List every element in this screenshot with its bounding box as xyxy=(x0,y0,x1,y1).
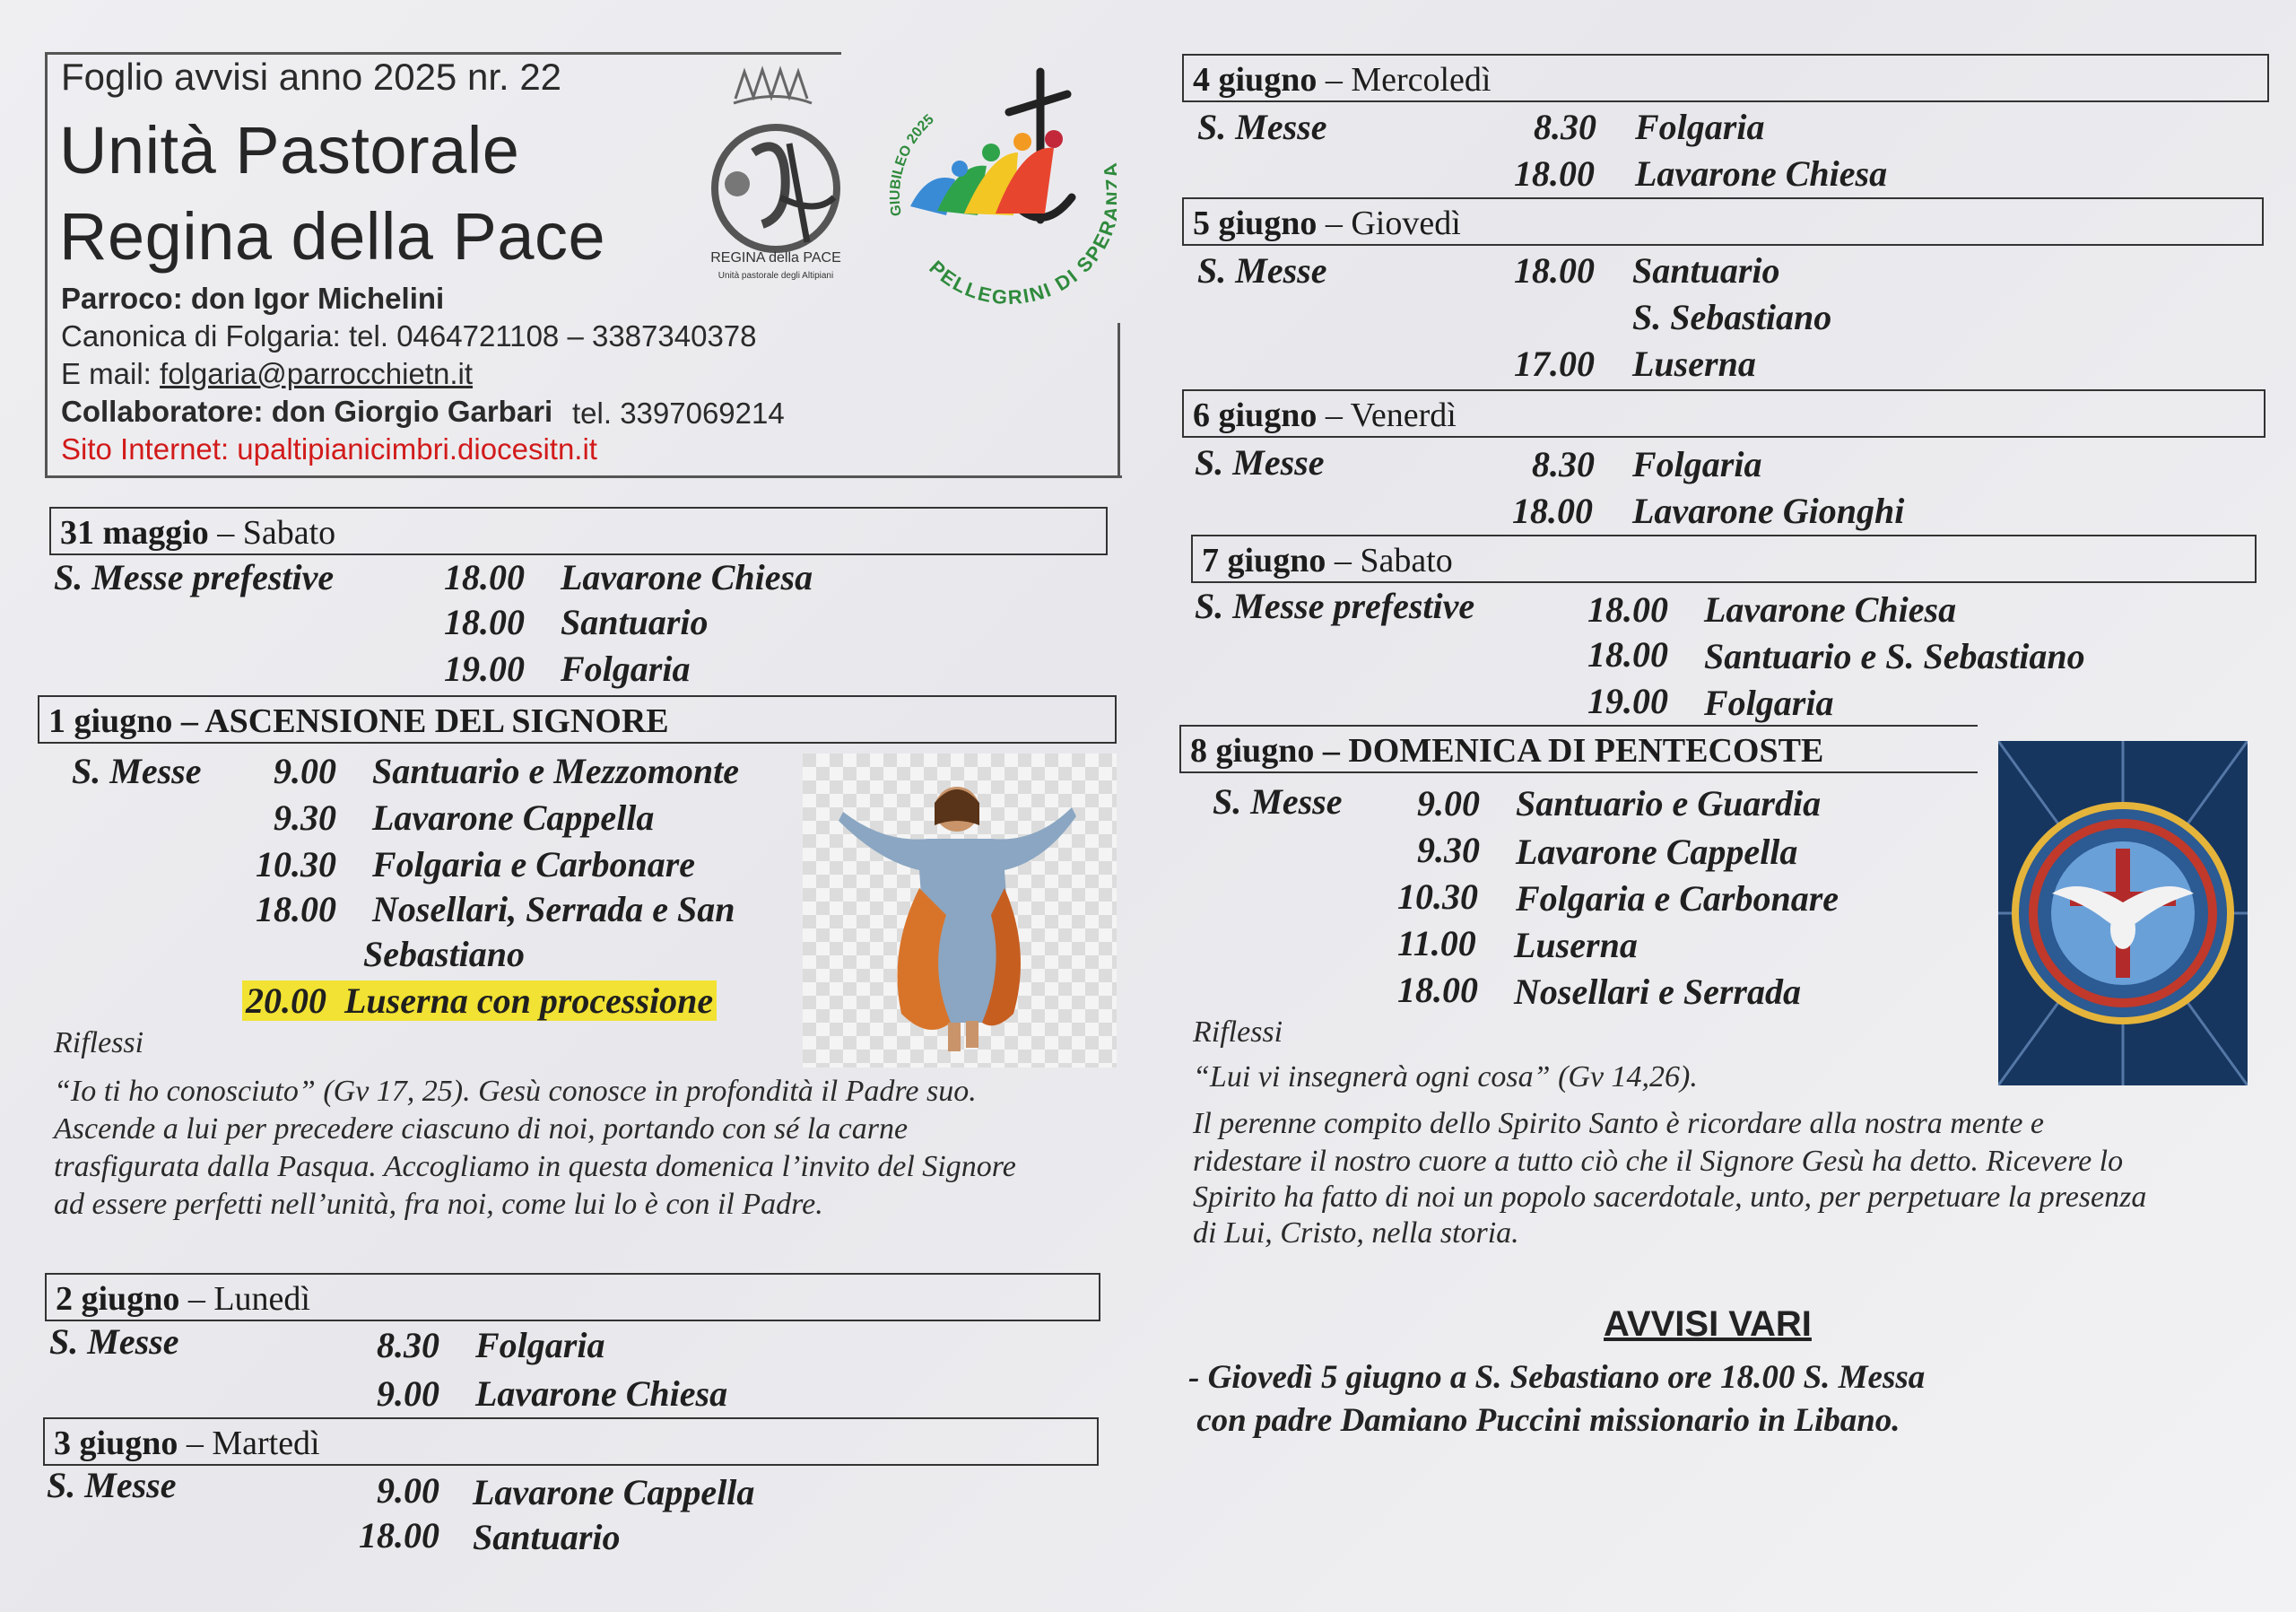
mass-time: 9.00 xyxy=(377,1470,439,1511)
mass-label: S. Messe xyxy=(1197,250,1327,291)
day-header-8-giugno xyxy=(1179,725,1978,773)
giubileo-2025-logo xyxy=(874,63,1117,314)
day-date: 4 giugno xyxy=(1193,61,1318,99)
pentecost-stained-glass-image xyxy=(1998,741,2248,1085)
giubileo-logo-graphic xyxy=(874,63,1117,314)
riflessi-line: trasfigurata dalla Pasqua. Accogliamo in questa domenica l’invito del Signore xyxy=(54,1150,1016,1183)
day-header-4-giugno xyxy=(1182,54,2269,102)
riflessi-line: Spirito ha fatto di noi un popolo sacerdotale, unto, per perpetuare la presenza xyxy=(1193,1181,2147,1214)
mass-place: Lavarone Cappella xyxy=(473,1472,755,1512)
day-header-1-giugno xyxy=(38,695,1117,744)
mass-label: S. Messe xyxy=(47,1465,177,1505)
day-header-7-giugno xyxy=(1191,535,2257,583)
day-date: 7 giugno xyxy=(1202,542,1326,579)
mass-place: Luserna xyxy=(1514,925,1638,965)
day-name: – Lunedì xyxy=(179,1280,310,1318)
bulletin-number: Foglio avvisi anno 2025 nr. 22 xyxy=(61,56,562,98)
mass-label: S. Messe prefestive xyxy=(54,557,335,597)
mass-time: 18.00 xyxy=(1514,250,1595,291)
mass-label: S. Messe prefestive xyxy=(1195,586,1475,626)
mass-time: 9.00 xyxy=(274,751,336,791)
regina-logo-caption: REGINA della PACE xyxy=(710,250,841,266)
day-name: – Mercoledì xyxy=(1317,61,1492,99)
mass-label: S. Messe xyxy=(1195,442,1325,483)
mass-place: Luserna xyxy=(1632,344,1756,384)
day-date: 1 giugno – ASCENSIONE DEL SIGNORE xyxy=(48,702,669,740)
header-frame-right xyxy=(1118,323,1120,477)
mass-time: 19.00 xyxy=(1587,681,1668,721)
mass-time: 18.00 xyxy=(1512,491,1593,531)
riflessi-line: “Io ti ho conosciuto” (Gv 17, 25). Gesù conosce in profondità il Padre suo. xyxy=(54,1075,977,1108)
avvisi-title: AVVISI VARI xyxy=(1604,1304,1812,1344)
mass-place: Lavarone Cappella xyxy=(1516,832,1798,872)
mass-place: Folgaria xyxy=(1632,444,1762,484)
holy-spirit-dove-icon xyxy=(1998,741,2248,1085)
avvisi-line: - Giovedì 5 giugno a S. Sebastiano ore 18.00 S. Messa xyxy=(1188,1359,1926,1396)
mass-place: Nosellari e Serrada xyxy=(1514,972,1801,1012)
mass-time: 18.00 xyxy=(1514,153,1595,194)
mass-place: Santuario xyxy=(473,1517,621,1557)
mass-place: Lavarone Cappella xyxy=(372,797,655,838)
mass-label: S. Messe xyxy=(1213,781,1343,822)
mass-place: Lavarone Chiesa xyxy=(561,557,813,597)
mass-time: 18.00 xyxy=(359,1515,439,1555)
ascension-image xyxy=(803,754,1117,1067)
mass-place: Folgaria xyxy=(1635,107,1765,147)
mass-label: S. Messe xyxy=(49,1321,179,1362)
mass-time: 18.00 xyxy=(444,602,525,642)
parish-title-line2: Regina della Pace xyxy=(59,199,606,274)
mass-time: 10.30 xyxy=(1397,876,1478,917)
giubileo-bottom-text: PELLEGRINI DI SPE xyxy=(925,229,1116,309)
mass-label: S. Messe xyxy=(72,751,202,791)
ascension-figure xyxy=(803,754,1117,1067)
mass-time: 18.00 xyxy=(1587,589,1668,630)
mass-time: 9.30 xyxy=(274,797,336,838)
giubileo-top-text: GIUBILEO 2025 xyxy=(887,111,937,217)
email-label: E mail: xyxy=(61,357,161,390)
mass-time: 20.00 xyxy=(246,980,326,1021)
riflessi-line: “Lui vi insegnerà ogni cosa” (Gv 14,26). xyxy=(1193,1060,1698,1094)
day-name: – Sabato xyxy=(1326,542,1453,579)
avvisi-line: con padre Damiano Puccini missionario in Libano. xyxy=(1188,1402,1900,1439)
riflessi-line: di Lui, Cristo, nella storia. xyxy=(1193,1216,1519,1250)
mass-time: 18.00 xyxy=(1397,970,1478,1010)
avvisi-body xyxy=(1188,1356,1925,1442)
day-header-5-giugno xyxy=(1182,197,2264,246)
mass-place: Folgaria e Carbonare xyxy=(1516,878,1839,919)
mass-place: Lavarone Gionghi xyxy=(1632,491,1905,531)
mass-time: 10.30 xyxy=(256,844,336,884)
mass-time: 18.00 xyxy=(444,557,525,597)
riflessi-line: ridestare il nostro cuore a tutto ciò che il Signore Gesù ha detto. Ricevere lo xyxy=(1193,1145,2124,1178)
day-header-3-giugno xyxy=(43,1417,1099,1466)
mass-place: Lavarone Chiesa xyxy=(1635,153,1888,194)
day-name: – Sabato xyxy=(208,514,336,552)
day-header-31-maggio xyxy=(49,507,1108,555)
mass-place: Folgaria xyxy=(475,1325,605,1365)
mass-place: Santuario e Mezzomonte xyxy=(372,751,739,791)
mass-time: 18.00 xyxy=(256,889,336,929)
mass-place: Nosellari, Serrada e San xyxy=(372,889,735,929)
mass-place: Santuario xyxy=(1632,250,1780,291)
day-name: – Martedì xyxy=(178,1425,320,1462)
riflessi-line: Ascende a lui per precedere ciascuno di noi, portando con sé la carne xyxy=(54,1112,909,1146)
mass-time: 11.00 xyxy=(1397,923,1476,963)
day-date: 6 giugno xyxy=(1193,396,1318,434)
mass-place: Folgaria xyxy=(561,649,691,689)
mass-place: Folgaria xyxy=(1704,683,1834,723)
day-date: 8 giugno – DOMENICA DI PENTECOSTE xyxy=(1190,732,1824,770)
regina-logo-subcaption: Unità pastorale degli Altipiani xyxy=(718,271,834,281)
mass-time: 8.30 xyxy=(377,1325,439,1365)
mass-time: 19.00 xyxy=(444,649,525,689)
day-date: 5 giugno xyxy=(1193,205,1318,242)
day-name: – Giovedì xyxy=(1317,205,1461,242)
day-header-2-giugno xyxy=(45,1273,1100,1321)
mass-time: 8.30 xyxy=(1532,444,1595,484)
mass-place: Sebastiano xyxy=(363,934,526,974)
mass-place: Lavarone Chiesa xyxy=(475,1373,728,1414)
mass-time: 9.00 xyxy=(377,1373,439,1414)
parish-title-line1: Unità Pastorale xyxy=(59,113,520,187)
day-name: – Venerdì xyxy=(1317,396,1457,434)
mass-place: Santuario e S. Sebastiano xyxy=(1704,636,2085,676)
riflessi-title: Riflessi xyxy=(54,1026,144,1059)
mass-time: 18.00 xyxy=(1587,634,1668,675)
email-line xyxy=(61,357,473,391)
mass-place: Luserna con processione xyxy=(344,980,714,1021)
mass-place: Santuario xyxy=(561,602,709,642)
riflessi-line: ad essere perfetti nell’unità, fra noi, come lui lo è con il Padre. xyxy=(54,1188,823,1221)
canonica-phone: Canonica di Folgaria: tel. 0464721108 – 3387340378 xyxy=(61,319,757,353)
riflessi-title: Riflessi xyxy=(1193,1015,1283,1049)
mass-time: 8.30 xyxy=(1534,107,1596,147)
day-date: 2 giugno xyxy=(56,1280,180,1318)
parish-title xyxy=(59,108,605,280)
regina-logo-graphic xyxy=(700,63,852,287)
mass-time: 9.30 xyxy=(1417,830,1480,870)
day-date: 3 giugno xyxy=(54,1425,178,1462)
website-link[interactable]: Sito Internet: upaltipianicimbri.diocesitn.it xyxy=(61,432,597,466)
collaborator: Collaboratore: don Giorgio Garbari xyxy=(61,395,553,428)
mass-label: S. Messe xyxy=(1197,107,1327,147)
collaborator-phone: tel. 3397069214 xyxy=(572,396,785,430)
mass-time: 9.00 xyxy=(1417,783,1480,823)
mass-place: Folgaria e Carbonare xyxy=(372,844,696,884)
riflessi-line: Il perenne compito dello Spirito Santo è ricordare alla nostra mente e xyxy=(1193,1107,2045,1140)
email-link[interactable]: folgaria@parrocchietn.it xyxy=(160,357,474,390)
day-date: 31 maggio xyxy=(60,514,209,552)
parish-priest: Parroco: don Igor Michelini xyxy=(61,282,445,315)
mass-place: Santuario e Guardia xyxy=(1516,783,1822,823)
mass-time: 17.00 xyxy=(1514,344,1595,384)
regina-della-pace-logo xyxy=(700,63,852,287)
mass-procession-highlight xyxy=(242,980,717,1022)
day-header-6-giugno xyxy=(1182,389,2266,438)
mass-place: S. Sebastiano xyxy=(1632,297,1832,337)
mass-place: Lavarone Chiesa xyxy=(1704,589,1957,630)
